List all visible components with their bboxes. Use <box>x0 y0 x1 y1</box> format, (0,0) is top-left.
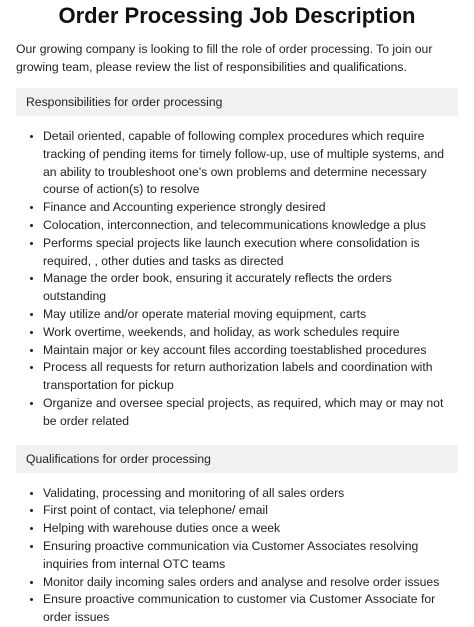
qualifications-heading: Qualifications for order processing <box>16 445 458 473</box>
page-title: Order Processing Job Description <box>58 3 416 28</box>
qualifications-list <box>16 485 458 627</box>
list-item: • Ensuring proactive communication via Customer Associates resolving inquiries from internal OTC teams <box>43 538 458 574</box>
responsibilities-heading: Responsibilities for order processing <box>16 88 458 116</box>
list-item: • Work overtime, weekends, and holiday, as work schedules require <box>43 324 458 342</box>
list-item: • Performs special projects like launch execution where consolidation is required, , other duties and tasks as directed <box>43 235 458 271</box>
list-item: • Validating, processing and monitoring of all sales orders <box>43 485 458 503</box>
list-item: • Monitor daily incoming sales orders and analyse and resolve order issues <box>43 574 458 592</box>
list-item: • Manage the order book, ensuring it accurately reflects the orders outstanding <box>43 270 458 306</box>
list-item: • First point of contact, via telephone/ email <box>43 502 458 520</box>
intro-paragraph: Our growing company is looking to fill the role of order processing. To join our growing team, please review the list of responsibilities and qualifications. <box>16 42 433 74</box>
list-item: • Ensure proactive communication to customer via Customer Associate for order issues <box>43 591 458 627</box>
list-item: • May utilize and/or operate material moving equipment, carts <box>43 306 458 324</box>
list-item: • Colocation, interconnection, and telecommunications knowledge a plus <box>43 217 458 235</box>
list-item: • Maintain major or key account files according toestablished procedures <box>43 342 458 360</box>
list-item: • Organize and oversee special projects, as required, which may or may not be order related <box>43 395 458 431</box>
list-item: • Detail oriented, capable of following complex procedures which require tracking of pending items for timely follow-up, use of multiple systems, and an ability to troubleshoot one's own problems and determine necessary course of action(s) to resolve <box>43 128 458 199</box>
list-item: • Finance and Accounting experience strongly desired <box>43 199 458 217</box>
responsibilities-list <box>16 128 458 431</box>
list-item: • Helping with warehouse duties once a week <box>43 520 458 538</box>
list-item: • Process all requests for return authorization labels and coordination with transportation for pickup <box>43 359 458 395</box>
